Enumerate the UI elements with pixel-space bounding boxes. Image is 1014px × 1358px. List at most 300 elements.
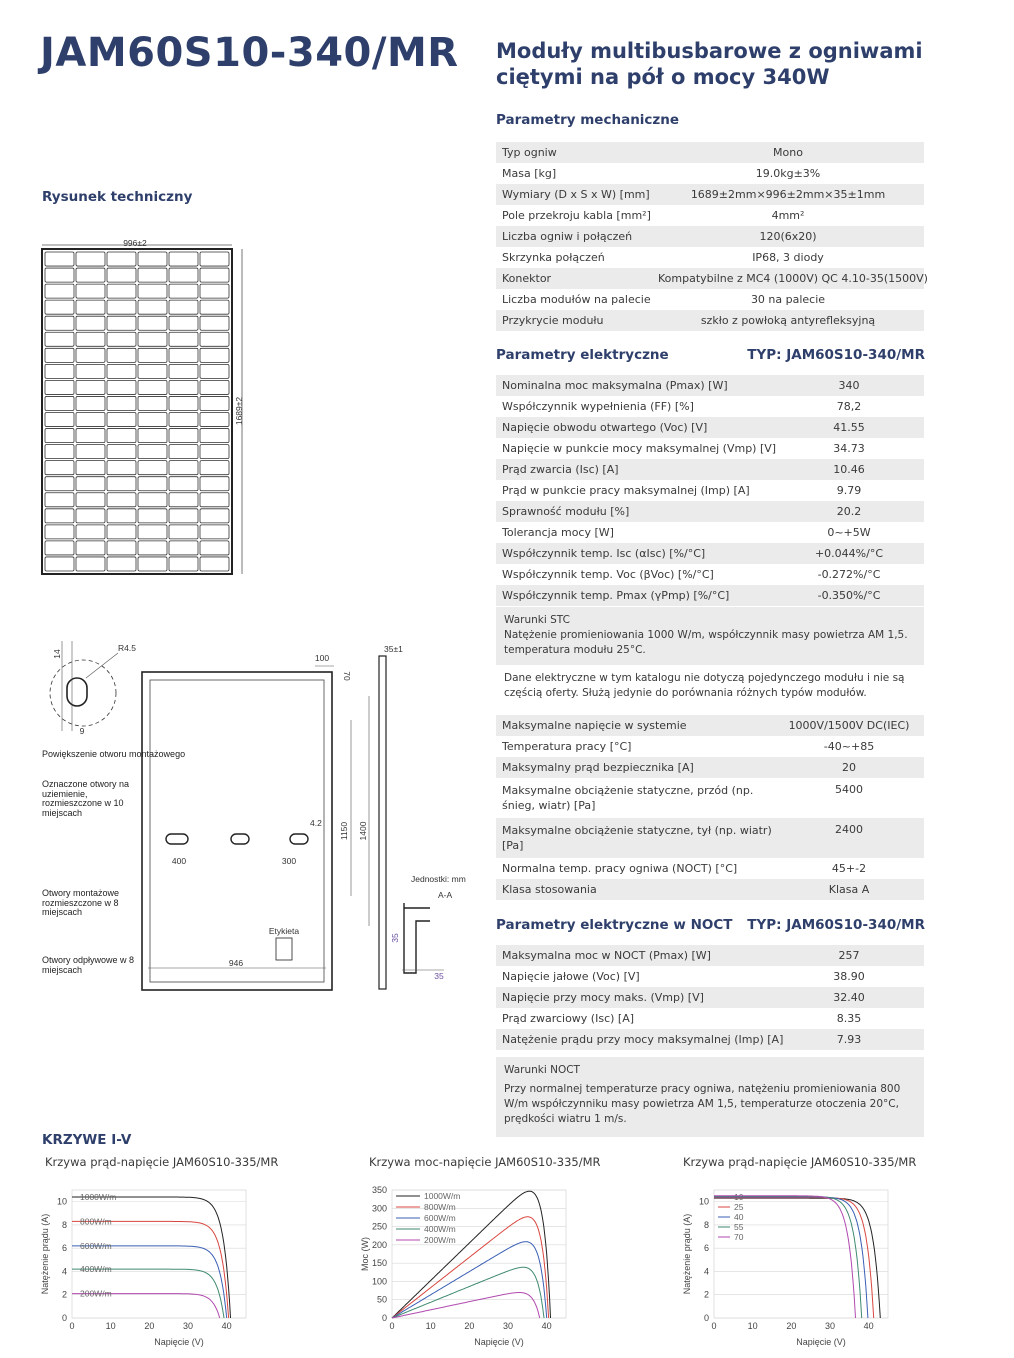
param-label: Maksymalne obciążenie statyczne, tył (np. wiatr) [Pa]: [502, 824, 772, 852]
cell: [169, 316, 198, 330]
param-value: szkło z powłoką antyrefleksyjną: [700, 314, 876, 327]
param-label: Prąd w punkcie pracy maksymalnej (Imp) [A]: [502, 484, 750, 497]
dim-1400: 1400: [358, 821, 368, 841]
dim-14: 14: [52, 649, 62, 659]
plot-area: [72, 1190, 246, 1318]
param-label: Przykrycie modułu: [502, 314, 604, 327]
hole-slot: [67, 678, 87, 706]
cell: [107, 557, 136, 571]
cell: [200, 396, 229, 410]
plot-area: [392, 1190, 566, 1318]
cell: [45, 316, 74, 330]
noct-type: TYP: JAM60S10-340/MR: [747, 917, 925, 933]
cell: [107, 364, 136, 378]
param-label: Tolerancja mocy [W]: [502, 526, 614, 539]
y-tick-label: 200: [371, 1239, 387, 1250]
y-tick-label: 10: [56, 1196, 67, 1207]
cell: [169, 268, 198, 282]
cell: [45, 300, 74, 314]
y-tick-label: 0: [381, 1313, 387, 1323]
cell: [76, 284, 105, 298]
cell: [138, 348, 167, 362]
pv-chart-irradiance: [358, 1178, 578, 1350]
cell: [200, 477, 229, 491]
param-value: 120(6x20): [759, 230, 817, 243]
chart-3-title: Krzywa prąd-napięcie JAM60S10-335/MR: [683, 1155, 917, 1169]
cell: [45, 509, 74, 523]
param-value: 257: [838, 949, 860, 962]
hole-zoom-circle: [50, 660, 116, 726]
subtitle-line-1: Moduły multibusbarowe z ogniwami: [496, 39, 923, 63]
param-row: [496, 879, 924, 900]
y-tick-label: 8: [703, 1219, 709, 1230]
param-label: Maksymalny prąd bezpiecznika [A]: [502, 761, 694, 774]
cell: [200, 380, 229, 394]
param-row: [496, 184, 924, 205]
cell: [45, 268, 74, 282]
cell: [107, 445, 136, 459]
mount-holes-label: Otwory montażowe rozmieszczone w 8 miejscach: [42, 888, 120, 917]
cell: [107, 316, 136, 330]
noct-cond-text: Przy normalnej temperaturze pracy ogniwa, natężeniu promieniowania 800 W/m współczynniku masy powietrza AM 1,5, temperaturze otoczenia 20°C, prędkości wiatru 1 m/s.: [504, 1083, 901, 1125]
x-tick-label: 40: [221, 1321, 232, 1331]
param-value: 9.79: [836, 484, 862, 497]
stc-text: Natężenie promieniowania 1000 W/m, współczynnik masy powietrza AM 1,5. temperatura modułu 25°C.: [504, 629, 908, 656]
cell: [169, 300, 198, 314]
product-subtitle: [496, 38, 936, 90]
param-value: +0.044%/°C: [814, 547, 884, 560]
x-tick-label: 20: [464, 1321, 475, 1331]
param-value: 20: [842, 761, 856, 774]
x-tick-label: 20: [786, 1321, 797, 1331]
param-value: 45+-2: [831, 862, 867, 875]
cell: [169, 348, 198, 362]
x-tick-label: 10: [105, 1321, 116, 1331]
cell: [138, 268, 167, 282]
dim-400: 400: [171, 856, 187, 866]
x-tick-label: 40: [863, 1321, 874, 1331]
junction-box-left: [166, 834, 188, 844]
height-dim-text: 1689±2: [234, 396, 244, 426]
param-value: 10.46: [833, 463, 865, 476]
param-value: Klasa A: [828, 883, 870, 896]
cell: [138, 509, 167, 523]
cell: [200, 252, 229, 266]
model-title: JAM60S10-340/MR: [40, 30, 459, 76]
param-row: [496, 778, 924, 818]
dim-35b: 35: [434, 971, 444, 981]
cell: [169, 525, 198, 539]
cell: [76, 509, 105, 523]
cell: [200, 284, 229, 298]
drawing-title: Rysunek techniczny: [42, 189, 193, 205]
width-dim-text: 996±2: [123, 238, 147, 248]
param-row: [496, 966, 924, 987]
cell: [169, 493, 198, 507]
param-row: [496, 438, 924, 459]
param-value: -0.350%/°C: [817, 589, 881, 602]
param-label: Wymiary (D x S x W) [mm]: [502, 188, 650, 201]
cell: [45, 332, 74, 346]
limits-table: [496, 715, 924, 900]
cell: [200, 348, 229, 362]
cell: [200, 557, 229, 571]
param-label: Napięcie w punkcie mocy maksymalnej (Vmp) [V]: [502, 442, 777, 455]
param-value: -0.272%/°C: [817, 568, 881, 581]
legend-label: 70: [734, 1232, 744, 1242]
legend-label: 600W/m: [424, 1213, 456, 1223]
param-row: [496, 818, 924, 858]
dim-35a: 35: [390, 933, 400, 943]
cell: [169, 332, 198, 346]
param-row: [496, 417, 924, 438]
cell: [45, 461, 74, 475]
y-tick-label: 0: [61, 1313, 67, 1323]
cell: [76, 252, 105, 266]
param-row: [496, 310, 924, 331]
param-label: Temperatura pracy [°C]: [502, 740, 632, 753]
cell: [138, 541, 167, 555]
subtitle-line-2: ciętymi na pół o mocy 340W: [496, 65, 830, 89]
param-row: [496, 226, 924, 247]
param-label: Współczynnik temp. Voc (βVoc) [%/°C]: [502, 568, 714, 581]
param-label: Liczba ogniw i połączeń: [502, 230, 633, 243]
param-label: Klasa stosowania: [502, 883, 597, 896]
cell: [138, 429, 167, 443]
electrical-table: [496, 375, 924, 606]
cell: [76, 477, 105, 491]
cell: [200, 316, 229, 330]
label-etykieta: Etykieta: [268, 926, 300, 936]
param-row: [496, 858, 924, 879]
cell: [45, 413, 74, 427]
y-axis-label: Natężenie prądu (A): [682, 1213, 692, 1295]
param-row: [496, 564, 924, 585]
cell: [138, 557, 167, 571]
x-tick-label: 30: [502, 1321, 514, 1331]
cell: [169, 461, 198, 475]
cell: [107, 493, 136, 507]
param-row: [496, 142, 924, 163]
cell: [107, 268, 136, 282]
cell: [138, 493, 167, 507]
param-value: 340: [838, 379, 860, 392]
cell: [138, 252, 167, 266]
chart-1-title: Krzywa prąd-napięcie JAM60S10-335/MR: [45, 1155, 279, 1169]
cell: [138, 364, 167, 378]
y-tick-label: 350: [371, 1185, 387, 1195]
x-tick-label: 0: [711, 1321, 717, 1331]
param-row: [496, 480, 924, 501]
cell: [45, 396, 74, 410]
section-label: A-A: [438, 890, 453, 900]
legend-label: 1000W/m: [424, 1191, 461, 1201]
cell: [107, 396, 136, 410]
y-tick-label: 6: [61, 1243, 67, 1254]
cell: [169, 557, 198, 571]
cell: [107, 300, 136, 314]
y-tick-label: 6: [703, 1243, 709, 1254]
x-axis-label: Napięcie (V): [474, 1337, 524, 1347]
y-tick-label: 4: [703, 1266, 709, 1277]
x-tick-label: 10: [747, 1321, 758, 1331]
param-label: Prąd zwarcia (Isc) [A]: [502, 463, 619, 476]
param-row: [496, 268, 928, 289]
chart-2-title: Krzywa moc-napięcie JAM60S10-335/MR: [369, 1155, 601, 1169]
cell: [169, 429, 198, 443]
cell: [76, 493, 105, 507]
x-tick-label: 0: [69, 1321, 75, 1331]
param-row: [496, 736, 924, 757]
param-label: Maksymalna moc w NOCT (Pmax) [W]: [502, 949, 711, 962]
hole-zoom-label: Powiększenie otworu montażowego: [42, 749, 186, 759]
param-row: [496, 163, 924, 184]
cell: [45, 284, 74, 298]
cell: [200, 429, 229, 443]
dim-300: 300: [281, 856, 297, 866]
cell: [45, 541, 74, 555]
cell: [107, 284, 136, 298]
cell: [200, 445, 229, 459]
y-tick-label: 10: [698, 1196, 709, 1207]
cell: [138, 316, 167, 330]
cell: [76, 429, 105, 443]
param-label: Pole przekroju kabla [mm²]: [502, 209, 651, 222]
cell: [138, 332, 167, 346]
param-row: [496, 396, 924, 417]
x-axis-label: Napięcie (V): [154, 1337, 204, 1347]
cell: [45, 445, 74, 459]
cell: [169, 413, 198, 427]
param-row: [496, 375, 924, 396]
param-value: IP68, 3 diody: [752, 251, 824, 264]
param-value: 38.90: [833, 970, 865, 983]
iv-chart-temperature: [680, 1178, 900, 1350]
cell: [45, 525, 74, 539]
param-label: Współczynnik temp. Isc (αIsc) [%/°C]: [502, 547, 706, 560]
radius-label: R4.5: [118, 643, 136, 653]
x-tick-label: 40: [541, 1321, 552, 1331]
legend-label: 55: [734, 1222, 744, 1232]
param-label: Sprawność modułu [%]: [502, 505, 630, 518]
param-value: 32.40: [833, 991, 865, 1004]
param-row: [496, 945, 924, 966]
param-label: Skrzynka połączeń: [502, 251, 605, 264]
cell: [200, 332, 229, 346]
cell: [169, 509, 198, 523]
y-tick-label: 2: [61, 1289, 67, 1300]
param-value: 20.2: [836, 505, 862, 518]
cell: [169, 445, 198, 459]
cell: [200, 268, 229, 282]
param-value: 7.93: [836, 1033, 862, 1046]
cell: [45, 348, 74, 362]
cell: [107, 252, 136, 266]
cell: [107, 348, 136, 362]
cell: [169, 380, 198, 394]
param-row: [496, 1008, 924, 1029]
cell: [200, 509, 229, 523]
legend-label: 40: [734, 1212, 744, 1222]
param-row: [496, 715, 924, 736]
noct-cond-title: Warunki NOCT: [504, 1064, 580, 1076]
param-label: Maksymalne obciążenie statyczne, przód (np. śnieg, wiatr) [Pa]: [502, 784, 754, 812]
param-value: 30 na palecie: [750, 293, 826, 306]
panel-back: [142, 672, 332, 990]
legend-label: 1000W/m: [80, 1191, 117, 1202]
cell: [169, 477, 198, 491]
section-profile: [404, 903, 430, 973]
param-value: 4mm²: [771, 209, 805, 222]
legend-label: 10: [734, 1192, 744, 1202]
param-row: [496, 543, 924, 564]
cell: [76, 300, 105, 314]
disclaimer: Dane elektryczne w tym katalogu nie dotyczą pojedynczego modułu i nie są częścią oferty. Służą jedynie do porównania różnych typów modułów.: [504, 672, 905, 699]
front-view-drawing: [38, 236, 248, 580]
cell: [138, 300, 167, 314]
cell: [76, 380, 105, 394]
y-tick-label: 300: [371, 1203, 387, 1214]
param-label: Konektor: [502, 272, 552, 285]
x-tick-label: 30: [182, 1321, 194, 1331]
cell: [169, 541, 198, 555]
y-tick-label: 2: [703, 1289, 709, 1300]
cell: [138, 396, 167, 410]
cell: [76, 525, 105, 539]
y-axis-label: Natężenie prądu (A): [40, 1213, 50, 1295]
cell: [45, 477, 74, 491]
stc-conditions: [496, 607, 924, 665]
param-value: 1689±2mm×996±2mm×35±1mm: [690, 188, 886, 201]
cell: [45, 493, 74, 507]
x-tick-label: 20: [144, 1321, 155, 1331]
param-row: [496, 459, 924, 480]
param-row: [496, 205, 924, 226]
param-value: 8.35: [836, 1012, 862, 1025]
cell: [138, 413, 167, 427]
param-label: Nominalna moc maksymalna (Pmax) [W]: [502, 379, 728, 392]
cell: [76, 396, 105, 410]
param-row: [496, 987, 924, 1008]
noct-table: [496, 945, 924, 1050]
cell: [45, 557, 74, 571]
legend-label: 800W/m: [424, 1202, 456, 1212]
param-value: 41.55: [833, 421, 865, 434]
param-value: 5400: [835, 783, 863, 796]
legend-label: 200W/m: [424, 1235, 456, 1245]
dim-946: 946: [228, 958, 244, 968]
cell: [107, 509, 136, 523]
cell: [76, 316, 105, 330]
cell: [76, 268, 105, 282]
y-tick-label: 150: [371, 1258, 387, 1269]
drain-holes-label: Otwory odpływowe w 8 miejscach: [42, 955, 135, 975]
param-value: 34.73: [833, 442, 865, 455]
param-value: 1000V/1500V DC(IEC): [788, 719, 910, 732]
cell: [107, 332, 136, 346]
y-tick-label: 8: [61, 1219, 67, 1230]
param-label: Prąd zwarciowy (Isc) [A]: [502, 1012, 635, 1025]
cell: [200, 525, 229, 539]
cell: [200, 364, 229, 378]
x-tick-label: 10: [425, 1321, 436, 1331]
cell: [169, 364, 198, 378]
x-tick-label: 0: [389, 1321, 395, 1331]
param-value: Mono: [773, 146, 803, 159]
junction-box-center: [231, 834, 249, 844]
cell: [45, 252, 74, 266]
legend-label: 800W/m: [80, 1216, 112, 1227]
x-tick-label: 30: [824, 1321, 836, 1331]
cell: [107, 477, 136, 491]
label-box: [276, 938, 292, 960]
cell: [169, 252, 198, 266]
cell: [107, 525, 136, 539]
y-tick-label: 250: [371, 1221, 387, 1232]
legend-label: 600W/m: [80, 1240, 112, 1251]
param-row: [496, 757, 924, 778]
param-value: Kompatybilne z MC4 (1000V) QC 4.10-35(1500V): [658, 272, 928, 285]
iv-title: KRZYWE I-V: [42, 1132, 132, 1148]
cell: [107, 380, 136, 394]
cell: [138, 525, 167, 539]
param-row: [496, 289, 924, 310]
cell: [45, 429, 74, 443]
cell: [45, 380, 74, 394]
cell: [138, 477, 167, 491]
param-label: Normalna temp. pracy ogniwa (NOCT) [°C]: [502, 862, 738, 875]
cell: [45, 364, 74, 378]
param-label: Natężenie prądu przy mocy maksymalnej (Imp) [A]: [502, 1033, 784, 1046]
cell: [138, 380, 167, 394]
mechanical-title: Parametry mechaniczne: [496, 112, 680, 128]
y-tick-label: 0: [703, 1313, 709, 1323]
cell: [76, 461, 105, 475]
dim-35-1: 35±1: [384, 644, 403, 654]
dim-4-2: 4.2: [310, 818, 322, 828]
electrical-type: TYP: JAM60S10-340/MR: [747, 347, 925, 363]
electrical-title: Parametry elektryczne: [496, 347, 669, 363]
cell: [138, 284, 167, 298]
cell: [76, 332, 105, 346]
dim-1150: 1150: [339, 821, 349, 841]
iv-chart-irradiance: [38, 1178, 258, 1350]
stc-title: Warunki STC: [504, 614, 570, 626]
param-row: [496, 1029, 924, 1050]
cell: [76, 413, 105, 427]
cell: [200, 413, 229, 427]
legend-label: 200W/m: [80, 1288, 112, 1299]
noct-title: Parametry elektryczne w NOCT: [496, 917, 733, 933]
noct-conditions: [496, 1057, 924, 1137]
y-tick-label: 100: [371, 1276, 387, 1287]
cell: [107, 461, 136, 475]
x-axis-label: Napięcie (V): [796, 1337, 846, 1347]
cell: [169, 284, 198, 298]
y-axis-label: Moc (W): [360, 1237, 370, 1271]
param-row: [496, 501, 924, 522]
param-value: 0~+5W: [827, 526, 871, 539]
param-label: Liczba modułów na palecie: [502, 293, 651, 306]
cell: [76, 445, 105, 459]
cell: [138, 445, 167, 459]
param-label: Współczynnik wypełnienia (FF) [%]: [502, 400, 694, 413]
cell: [76, 557, 105, 571]
cell: [200, 461, 229, 475]
param-row: [496, 522, 924, 543]
param-label: Napięcie jałowe (Voc) [V]: [502, 970, 640, 983]
cell: [200, 493, 229, 507]
